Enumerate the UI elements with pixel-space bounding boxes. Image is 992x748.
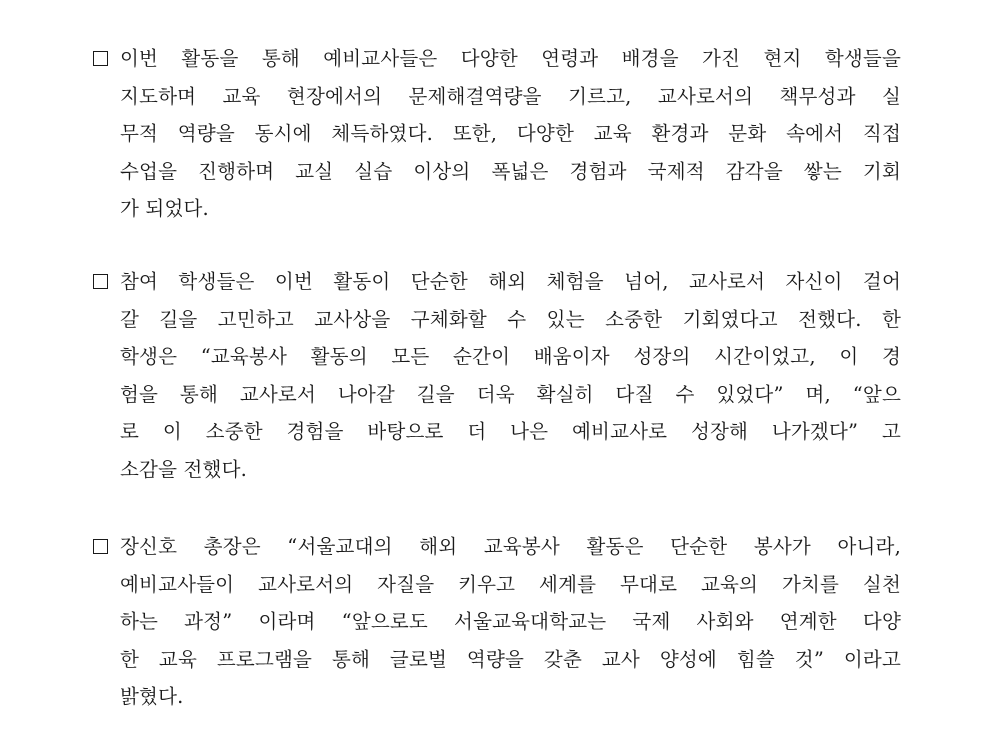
paragraph-student-feedback bbox=[93, 263, 901, 489]
paragraph-line bbox=[93, 263, 901, 301]
paragraph-line: 지도하며 교육 현장에서의 문제해결역량을 기르고, 교사로서의 책무성과 실 bbox=[120, 84, 901, 108]
paragraph-line: 가 되었다. bbox=[120, 197, 209, 221]
paragraph-line: 무적 역량을 동시에 체득하였다. 또한, 다양한 교육 환경과 문화 속에서 직접 bbox=[120, 122, 901, 146]
paragraph-line: 로 이 소중한 경험을 바탕으로 더 나은 예비교사로 성장해 나가겠다” 고 bbox=[120, 420, 901, 444]
paragraph-line bbox=[93, 40, 901, 78]
paragraph-line: 학생은 “교육봉사 활동의 모든 순간이 배움이자 성장의 시간이었고, 이 경 bbox=[120, 345, 901, 369]
line-text: 이번 활동을 통해 예비교사들은 다양한 연령과 배경을 가진 현지 학생들을 bbox=[120, 47, 901, 70]
line-text: 참여 학생들은 이번 활동이 단순한 해외 체험을 넘어, 교사로서 자신이 걸어 bbox=[120, 270, 901, 293]
checkbox-bullet-icon bbox=[93, 51, 108, 66]
paragraph-line: 밝혔다. bbox=[120, 685, 184, 709]
line-text: 장신호 총장은 “서울교대의 해외 교육봉사 활동은 단순한 봉사가 아니라, bbox=[120, 535, 901, 558]
paragraph-line: 예비교사들이 교사로서의 자질을 키우고 세계를 무대로 교육의 가치를 실천 bbox=[120, 572, 901, 596]
checkbox-bullet-icon bbox=[93, 539, 108, 554]
paragraph-line: 험을 통해 교사로서 나아갈 길을 더욱 확실히 다질 수 있었다” 며, “앞으 bbox=[120, 382, 901, 406]
paragraph-line: 한 교육 프로그램을 통해 글로벌 역량을 갖춘 교사 양성에 힘쓸 것” 이라고 bbox=[120, 647, 901, 671]
paragraph-line: 하는 과정” 이라며 “앞으로도 서울교육대학교는 국제 사회와 연계한 다양 bbox=[120, 610, 901, 634]
paragraph-activity-outcome bbox=[93, 40, 901, 228]
paragraph-line: 소감을 전했다. bbox=[120, 457, 248, 481]
paragraph-line bbox=[93, 528, 901, 566]
paragraph-president-statement bbox=[93, 528, 901, 716]
paragraph-line: 수업을 진행하며 교실 실습 이상의 폭넓은 경험과 국제적 감각을 쌓는 기회 bbox=[120, 159, 901, 183]
paragraph-line: 갈 길을 고민하고 교사상을 구체화할 수 있는 소중한 기회였다고 전했다. 한 bbox=[120, 307, 901, 331]
checkbox-bullet-icon bbox=[93, 274, 108, 289]
